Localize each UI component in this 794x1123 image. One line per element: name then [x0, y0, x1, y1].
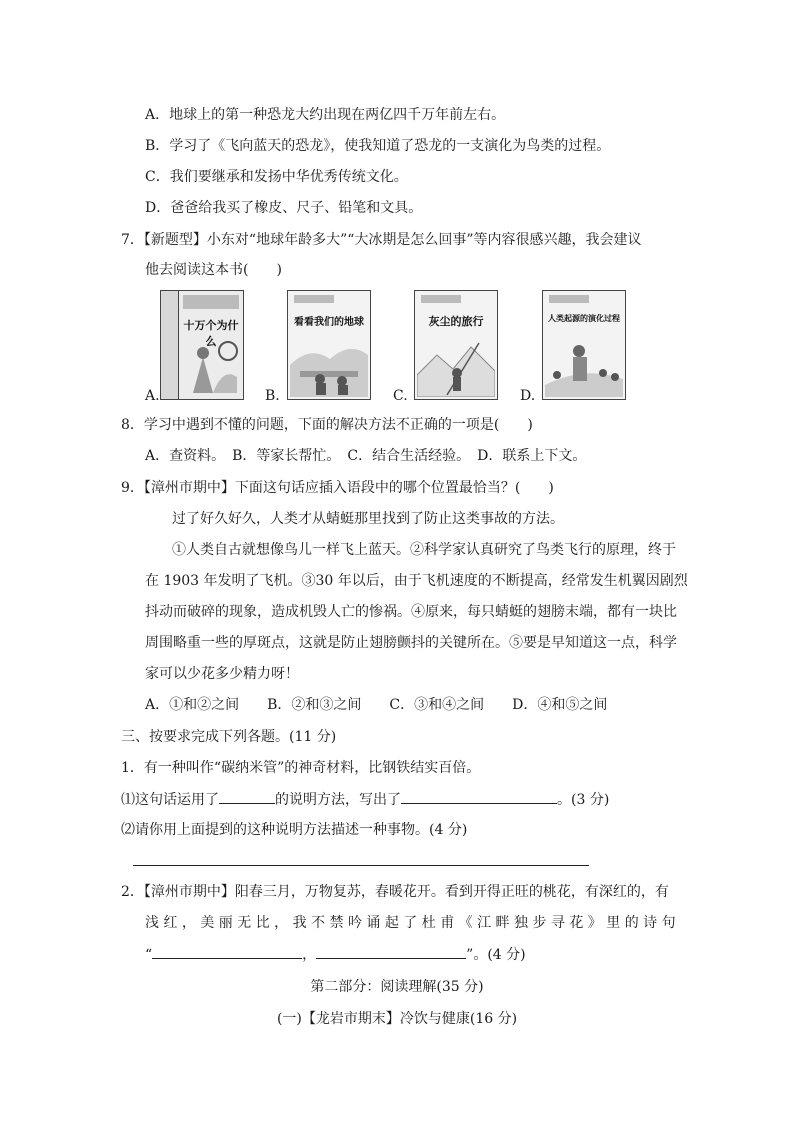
- part2-subtitle: (一)【龙岩市期末】冷饮与健康(16 分): [276, 1011, 518, 1027]
- book-d-title: 人类起源的演化过程: [548, 313, 620, 323]
- s3-q2-comma: ，: [302, 947, 317, 963]
- book-cover-b: [287, 290, 371, 400]
- q9-para-line4: 周围略重一些的厚斑点，这就是防止翅膀颤抖的关键所在。⑤要是早知道这一点，科学: [145, 635, 677, 651]
- book-a-title: 十万个为什么: [183, 319, 239, 348]
- s3-q1a-post: 。(3 分): [557, 792, 610, 808]
- s3-q2-line3: [145, 944, 526, 965]
- q7-stem-line2: 他去阅读这本书( ): [145, 262, 282, 278]
- q6-option-d: D．爸爸给我买了橡皮、尺子、铅笔和文具。: [145, 200, 423, 216]
- s3-q2-blank2[interactable]: [316, 944, 466, 959]
- part2-title: 第二部分：阅读理解(35 分): [310, 979, 484, 995]
- s3-q1-stem: 1．有一种叫作“碳纳米管”的神奇材料，比钢铁结实百倍。: [121, 760, 481, 776]
- q9-para-line2: 在 1903 年发明了飞机。③30 年以后，由于飞机速度的不断提高，经常发生机翼因剧烈: [145, 573, 688, 589]
- s3-q1a-blank1[interactable]: [219, 789, 275, 804]
- book-a-label: A.: [145, 388, 160, 404]
- s3-q2-blank1[interactable]: [152, 944, 302, 959]
- book-b-label: B.: [265, 388, 280, 404]
- book-c-title: 灰尘的旅行: [428, 315, 484, 328]
- q8-options: A．查资料。 B．等家长帮忙。 C．结合生活经验。 D．联系上下文。: [145, 448, 587, 464]
- q9-para-line1: ①人类自古就想像鸟儿一样飞上蓝天。②科学家认真研究了鸟类飞行的原理，终于: [172, 542, 676, 558]
- book-d-label: D.: [520, 388, 536, 404]
- book-c-label: C.: [393, 388, 408, 404]
- section3-heading: 三、按要求完成下列各题。(11 分): [121, 729, 337, 745]
- s3-q2-line2: 浅 红 ， 美 丽 无 比 ， 我 不 禁 吟 诵 起 了 杜 甫 《 江 畔 独 步 寻 花 》 里 的 诗 句: [145, 915, 676, 931]
- q7-stem-line1: 7．【新题型】小东对“地球年龄多大”“大冰期是怎么回事”等内容很感兴趣，我会建议: [121, 232, 642, 248]
- s3-q2-close: ”。(4 分): [466, 947, 526, 963]
- q9-para-line5: 家可以少花多少精力呀！: [145, 666, 299, 682]
- s3-q1b-answer-line[interactable]: [133, 865, 589, 866]
- q9-sentence: 过了好久好久，人类才从蜻蜓那里找到了防止这类事故的方法。: [172, 511, 564, 527]
- q9-para-line3: 抖动而破碎的现象，造成机毁人亡的惨祸。④原来，每只蜻蜓的翅膀末端，都有一块比: [145, 604, 677, 620]
- q6-option-b: B．学习了《飞向蓝天的恐龙》，使我知道了恐龙的一支演化为鸟类的过程。: [145, 138, 611, 154]
- book-cover-c: [414, 290, 498, 400]
- q8-stem: 8．学习中遇到不懂的问题，下面的解决方法不正确的一项是( ): [121, 417, 533, 433]
- book-b-title: 看看我们的地球: [294, 317, 364, 328]
- s3-q1a: [121, 789, 609, 810]
- q6-option-a: A．地球上的第一种恐龙大约出现在两亿四千万年前左右。: [145, 107, 506, 123]
- s3-q1b: ⑵请你用上面提到的这种说明方法描述一种事物。(4 分): [121, 822, 468, 838]
- q9-options: A．①和②之间 B．②和③之间 C．③和④之间 D．④和⑤之间: [145, 697, 608, 713]
- q9-stem: 9．【漳州市期中】下面这句话应插入语段中的哪个位置最恰当？( ): [121, 480, 554, 496]
- s3-q1a-pre: ⑴这句话运用了: [121, 792, 219, 808]
- s3-q2-line1: 2．【漳州市期中】阳春三月，万物复苏，春暖花开。看到开得正旺的桃花，有深红的，有: [121, 884, 669, 900]
- book-cover-a: [160, 290, 244, 400]
- book-cover-d: [542, 290, 626, 400]
- s3-q1a-blank2[interactable]: [401, 789, 557, 804]
- q6-option-c: C．我们要继承和发扬中华优秀传统文化。: [145, 169, 408, 185]
- s3-q2-open-quote: “: [145, 947, 153, 963]
- s3-q1a-mid: 的说明方法，写出了: [275, 792, 401, 808]
